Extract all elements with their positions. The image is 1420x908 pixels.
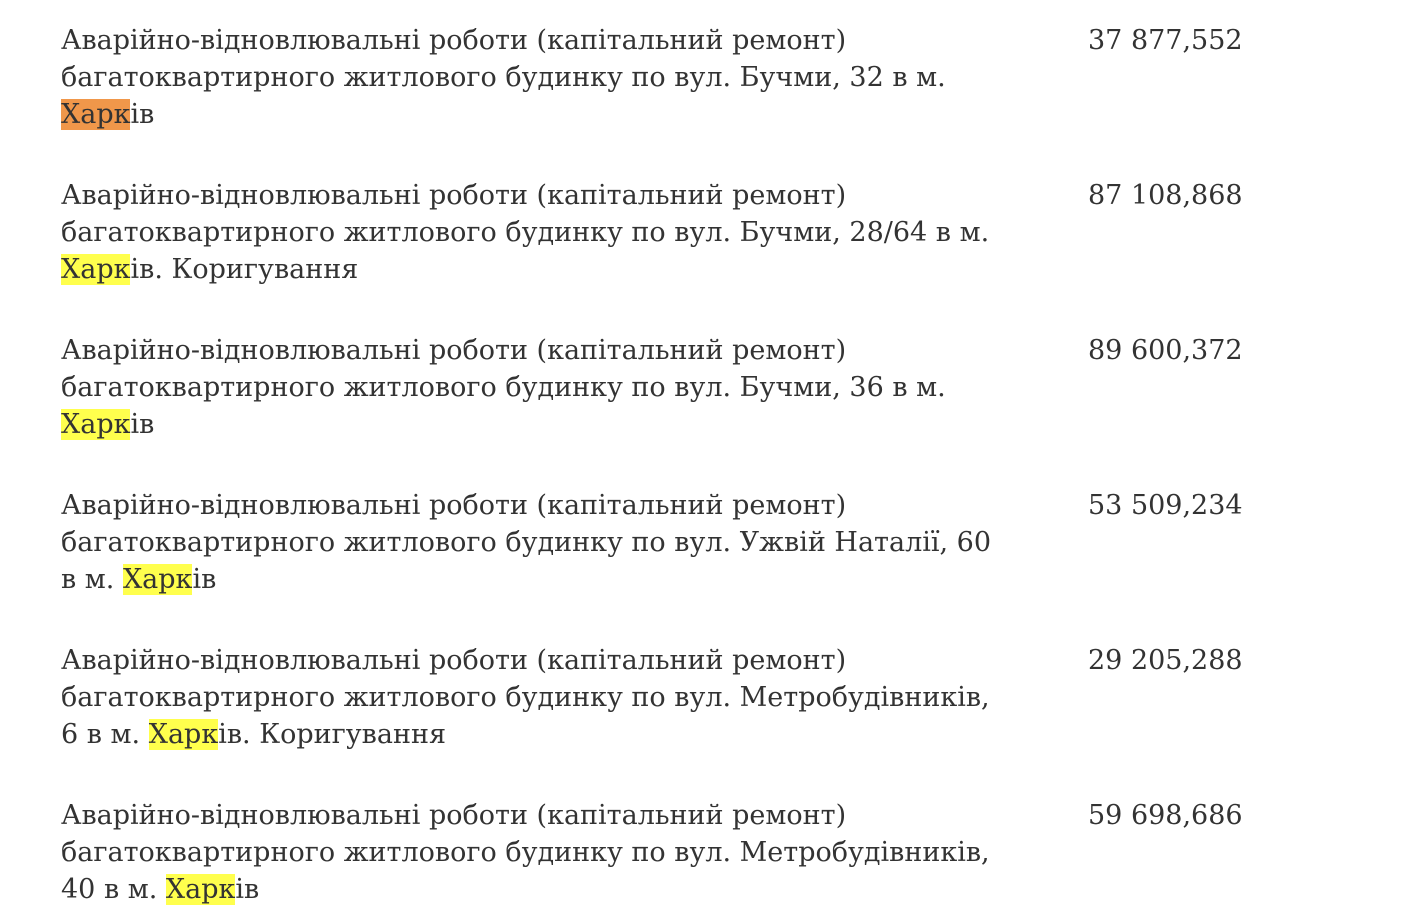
amount-value: 59 698,686 xyxy=(1088,800,1243,831)
work-description xyxy=(61,332,961,443)
description-line: Аварійно-відновлювальні роботи (капітальний ремонт) xyxy=(61,645,847,676)
description-line: Аварійно-відновлювальні роботи (капітальний ремонт) xyxy=(61,180,847,211)
amount-value: 89 600,372 xyxy=(1088,335,1243,366)
description-line: багатоквартирного житлового будинку по вул. Бучми, 32 в м. xyxy=(61,62,946,93)
description-line: багатоквартирного житлового будинку по вул. Метробудівників, xyxy=(61,682,990,713)
work-description xyxy=(61,177,990,288)
description-line xyxy=(61,716,961,753)
description-line xyxy=(61,561,961,598)
description-line: Аварійно-відновлювальні роботи (капітальний ремонт) xyxy=(61,335,847,366)
amount-value: 29 205,288 xyxy=(1088,645,1243,676)
search-highlight[interactable]: Харк xyxy=(148,719,219,750)
search-highlight[interactable]: Харк xyxy=(122,564,193,595)
description-text: 40 в м. xyxy=(61,874,166,905)
description-line: Аварійно-відновлювальні роботи (капітальний ремонт) xyxy=(61,490,847,521)
description-line: багатоквартирного житлового будинку по вул. Метробудівників, xyxy=(61,837,990,868)
description-text: в м. xyxy=(61,564,123,595)
amount-value: 53 509,234 xyxy=(1088,490,1243,521)
description-line: Аварійно-відновлювальні роботи (капітальний ремонт) xyxy=(61,800,847,831)
description-text: ів. Коригування xyxy=(130,254,359,285)
description-line: Аварійно-відновлювальні роботи (капітальний ремонт) xyxy=(61,25,847,56)
description-line xyxy=(61,96,961,133)
work-description xyxy=(61,487,992,598)
work-description xyxy=(61,642,990,753)
work-description xyxy=(61,22,961,133)
description-text: ів xyxy=(130,99,155,130)
work-description xyxy=(61,797,990,908)
description-line: багатоквартирного житлового будинку по вул. Ужвій Наталії, 60 xyxy=(61,527,992,558)
description-text: ів xyxy=(235,874,260,905)
description-text: ів. Коригування xyxy=(218,719,446,750)
description-text: ів xyxy=(130,409,155,440)
search-highlight[interactable]: Харк xyxy=(165,874,236,905)
description-line xyxy=(61,406,961,443)
description-line: багатоквартирного житлового будинку по вул. Бучми, 28/64 в м. xyxy=(61,217,990,248)
description-line: багатоквартирного житлового будинку по вул. Бучми, 36 в м. xyxy=(61,372,946,403)
search-highlight[interactable]: Харк xyxy=(61,409,131,440)
description-text: ів xyxy=(192,564,217,595)
description-line xyxy=(61,251,961,288)
search-highlight-active[interactable]: Харк xyxy=(61,99,131,130)
amount-value: 87 108,868 xyxy=(1088,180,1243,211)
description-line xyxy=(61,871,961,908)
amount-value: 37 877,552 xyxy=(1088,25,1243,56)
description-text: 6 в м. xyxy=(61,719,149,750)
search-highlight[interactable]: Харк xyxy=(61,254,131,285)
